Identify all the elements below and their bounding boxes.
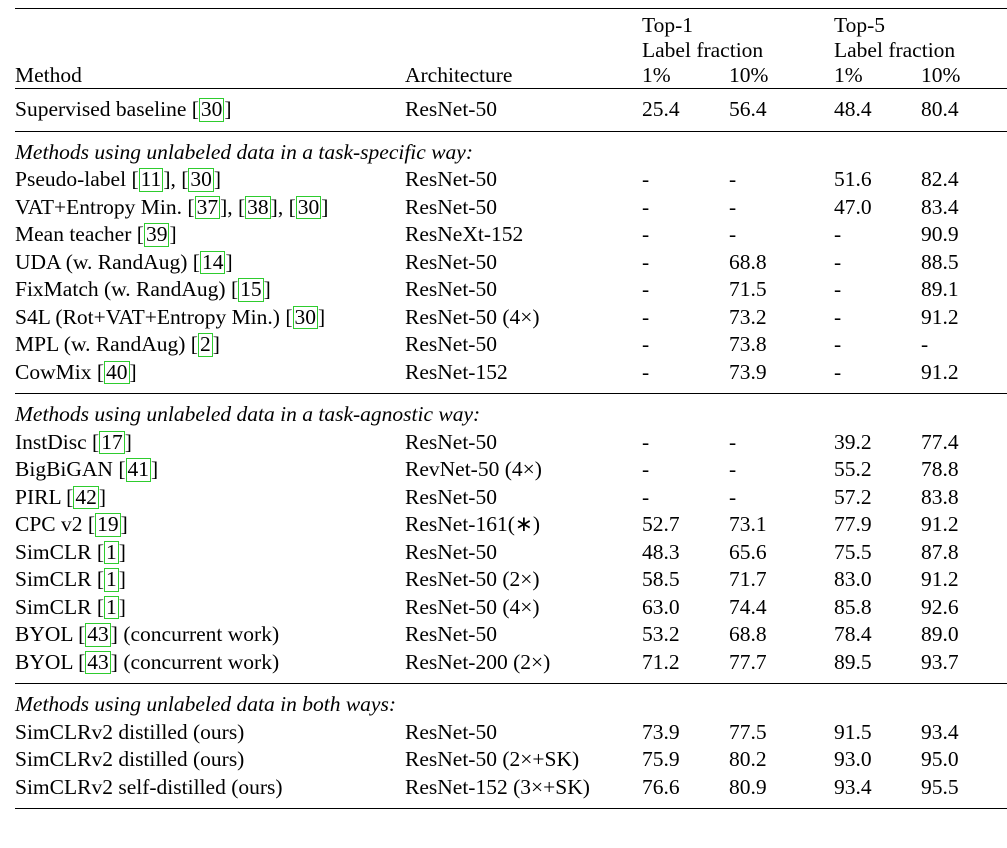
table-rule-bottom — [15, 808, 1007, 809]
table-row — [15, 221, 1007, 249]
header-top1-10pct: 10% — [729, 63, 769, 87]
citation-number[interactable]: 30 — [200, 97, 223, 121]
cell-architecture: ResNet-50 — [405, 167, 497, 191]
citation-ref[interactable]: [14] — [192, 249, 233, 274]
citation-number[interactable]: 2 — [199, 332, 211, 356]
cell-top1-1pct: - — [642, 457, 650, 481]
spacer — [15, 124, 1007, 131]
citation-ref[interactable]: [40] — [96, 359, 137, 384]
table-row — [15, 166, 1007, 194]
cell-architecture: RevNet-50 (4×) — [405, 457, 542, 481]
citation-number[interactable]: 43 — [87, 622, 109, 646]
cell-top5-1pct: 75.5 — [834, 539, 872, 564]
header-label-fraction-top1: Label fraction — [642, 38, 764, 62]
cell-top5-10pct: 91.2 — [921, 304, 959, 329]
cell-method: CowMix [40] — [15, 359, 405, 387]
cell-architecture: ResNet-152 — [405, 359, 508, 384]
citation-number[interactable]: 40 — [106, 359, 128, 384]
cell-top1-1pct: - — [642, 484, 650, 509]
cell-top5-10pct: 93.7 — [921, 649, 959, 674]
cell-top1-10pct: 73.9 — [729, 359, 767, 384]
citation-number[interactable]: 43 — [87, 649, 109, 674]
table-row — [15, 304, 1007, 332]
cell-top5-1pct: 91.5 — [834, 719, 872, 744]
citation-ref[interactable]: [17] — [92, 429, 132, 454]
cell-top5-10pct: 89.1 — [921, 277, 959, 301]
table-row — [15, 249, 1007, 277]
header-architecture: Architecture — [405, 63, 513, 87]
cell-top5-10pct: 92.6 — [921, 594, 959, 619]
citation-ref[interactable]: [30] — [288, 194, 329, 219]
header-group-top5: Top-5 — [834, 13, 886, 37]
cell-top5-10pct: - — [921, 332, 929, 356]
cell-top5-1pct: 89.5 — [834, 649, 872, 674]
cell-top1-10pct: - — [729, 457, 737, 481]
table-row — [15, 719, 1007, 747]
cell-architecture: ResNet-50 — [405, 484, 497, 509]
cell-top1-1pct: - — [642, 249, 650, 274]
cell-top5-1pct: - — [834, 332, 842, 356]
cell-method: CPC v2 [19] — [15, 511, 405, 539]
cell-top1-10pct: 73.8 — [729, 332, 767, 356]
spacer — [15, 684, 1007, 692]
section-title-row — [15, 139, 1007, 167]
cell-architecture: ResNet-50 (2×) — [405, 567, 540, 591]
cell-method: BYOL [43] (concurrent work) — [15, 621, 405, 649]
citation-ref[interactable]: [1] — [96, 594, 126, 619]
cell-top5-10pct: 80.4 — [921, 97, 959, 121]
citation-number[interactable]: 19 — [97, 512, 119, 536]
cell-architecture: ResNet-50 — [405, 539, 497, 564]
table-body — [15, 8, 1007, 809]
citation-number[interactable]: 39 — [145, 222, 168, 246]
section-title: Methods using unlabeled data in both ways: — [15, 692, 396, 716]
citation-ref[interactable]: [11] — [131, 167, 171, 191]
citation-ref[interactable]: [37] — [187, 194, 228, 219]
cell-method: MPL (w. RandAug) [2] — [15, 331, 405, 359]
cell-top5-10pct: 91.2 — [921, 512, 959, 536]
citation-number[interactable]: 14 — [201, 249, 224, 274]
citation-ref[interactable]: [30] — [181, 167, 222, 191]
cell-top5-1pct: 47.0 — [834, 194, 872, 219]
cell-top1-1pct: - — [642, 332, 650, 356]
cell-method: SimCLRv2 distilled (ours) — [15, 747, 245, 771]
citation-ref[interactable]: [39] — [136, 222, 177, 246]
cell-top1-1pct: 25.4 — [642, 97, 680, 121]
cell-top5-1pct: 77.9 — [834, 512, 872, 536]
table-row — [15, 456, 1007, 484]
cell-top5-1pct: - — [834, 222, 842, 246]
section-title: Methods using unlabeled data in a task-specific way: — [15, 139, 473, 164]
cell-method: S4L (Rot+VAT+Entropy Min.) [30] — [15, 304, 405, 332]
cell-method: UDA (w. RandAug) [14] — [15, 249, 405, 277]
results-table — [15, 8, 1007, 809]
table-row — [15, 746, 1007, 774]
cell-top1-10pct: 71.7 — [729, 567, 767, 591]
cell-top5-10pct: 88.5 — [921, 249, 959, 274]
cell-top1-10pct: 73.1 — [729, 512, 767, 536]
cell-top5-1pct: 93.4 — [834, 774, 872, 799]
header-method: Method — [15, 63, 82, 87]
table-row — [15, 429, 1007, 457]
cell-architecture: ResNet-161(∗) — [405, 512, 541, 536]
cell-top1-10pct: 77.5 — [729, 719, 767, 744]
cell-top1-1pct: 73.9 — [642, 719, 680, 744]
cell-top5-10pct: 77.4 — [921, 429, 959, 454]
cell-top1-10pct: 80.2 — [729, 747, 767, 771]
cell-top1-1pct: 71.2 — [642, 649, 680, 674]
cell-method: Pseudo-label [11], [30] — [15, 166, 405, 194]
citation-ref[interactable]: [43] — [78, 622, 118, 646]
cell-method: SimCLRv2 self-distilled (ours) — [15, 774, 283, 799]
cell-top5-10pct: 91.2 — [921, 359, 959, 384]
citation-number[interactable]: 15 — [240, 277, 262, 301]
cell-top1-10pct: - — [729, 429, 737, 454]
cell-top5-1pct: 48.4 — [834, 97, 872, 121]
cell-method: VAT+Entropy Min. [37], [38], [30] — [15, 194, 405, 222]
cell-top5-1pct: 55.2 — [834, 457, 872, 481]
cell-architecture: ResNet-50 — [405, 719, 497, 744]
citation-number[interactable]: 1 — [106, 539, 117, 564]
section-title-row — [15, 401, 1007, 429]
table-row — [15, 594, 1007, 622]
citation-number[interactable]: 30 — [294, 304, 316, 329]
cell-top5-10pct: 78.8 — [921, 457, 959, 481]
cell-top5-10pct: 87.8 — [921, 539, 959, 564]
citation-ref[interactable]: [1] — [96, 539, 126, 564]
cell-top5-10pct: 91.2 — [921, 567, 959, 591]
cell-architecture: ResNet-50 (2×+SK) — [405, 747, 580, 771]
header-group-row — [15, 13, 1007, 38]
cell-top1-10pct: 73.2 — [729, 304, 767, 329]
cell-top1-10pct: - — [729, 222, 737, 246]
cell-method: BYOL [43] (concurrent work) — [15, 649, 405, 677]
cell-top1-1pct: 76.6 — [642, 774, 680, 799]
table-row — [15, 331, 1007, 359]
citation-ref[interactable]: [42] — [66, 484, 107, 509]
cell-top1-10pct: 80.9 — [729, 774, 767, 799]
spacer — [15, 394, 1007, 402]
citation-number[interactable]: 41 — [127, 457, 150, 481]
cell-architecture: ResNet-50 — [405, 429, 497, 454]
cell-method: SimCLR [1] — [15, 594, 405, 622]
cell-top5-10pct: 90.9 — [921, 222, 959, 246]
cell-top1-10pct: 71.5 — [729, 277, 767, 301]
cell-top5-1pct: 78.4 — [834, 622, 872, 646]
section-title-row — [15, 691, 1007, 719]
cell-architecture: ResNet-50 — [405, 332, 497, 356]
citation-number[interactable]: 1 — [106, 567, 117, 591]
table-row — [15, 511, 1007, 539]
table-row — [15, 649, 1007, 677]
cell-top1-1pct: - — [642, 304, 650, 329]
cell-method: SimCLRv2 distilled (ours) — [15, 719, 245, 744]
cell-top1-10pct: - — [729, 167, 737, 191]
spacer — [15, 676, 1007, 683]
cell-top1-1pct: 48.3 — [642, 539, 680, 564]
cell-top1-1pct: 52.7 — [642, 512, 680, 536]
cell-method: FixMatch (w. RandAug) [15] — [15, 276, 405, 304]
cell-top1-10pct: 68.8 — [729, 249, 767, 274]
header-top5-1pct: 1% — [834, 63, 863, 87]
cell-top5-10pct: 83.8 — [921, 484, 959, 509]
cell-top5-1pct: 93.0 — [834, 747, 872, 771]
cell-architecture: ResNet-50 — [405, 97, 497, 121]
cell-top5-1pct: - — [834, 304, 842, 329]
citation-ref[interactable]: [30] — [285, 304, 326, 329]
table-row — [15, 621, 1007, 649]
cell-top5-1pct: 57.2 — [834, 484, 872, 509]
cell-top5-10pct: 82.4 — [921, 167, 959, 191]
table-row — [15, 96, 1007, 124]
table-row — [15, 774, 1007, 802]
cell-architecture: ResNet-50 — [405, 277, 497, 301]
section-title: Methods using unlabeled data in a task-agnostic way: — [15, 402, 481, 426]
table-row — [15, 359, 1007, 387]
table-sheet — [0, 8, 1007, 848]
citation-number[interactable]: 37 — [196, 194, 219, 219]
citation-number[interactable]: 17 — [101, 429, 123, 454]
cell-top1-10pct: 68.8 — [729, 622, 767, 646]
cell-method: BigBiGAN [41] — [15, 456, 405, 484]
cell-top5-10pct: 83.4 — [921, 194, 959, 219]
cell-top1-1pct: 53.2 — [642, 622, 680, 646]
cell-method: PIRL [42] — [15, 484, 405, 512]
table-row — [15, 539, 1007, 567]
citation-number[interactable]: 1 — [106, 594, 117, 619]
cell-top5-1pct: - — [834, 359, 842, 384]
citation-ref[interactable]: [15] — [230, 277, 271, 301]
spacer — [15, 801, 1007, 808]
cell-top1-10pct: 74.4 — [729, 594, 767, 619]
header-top5-10pct: 10% — [921, 63, 961, 87]
table-row — [15, 484, 1007, 512]
citation-number[interactable]: 30 — [190, 167, 212, 191]
cell-top5-10pct: 93.4 — [921, 719, 959, 744]
cell-architecture: ResNet-200 (2×) — [405, 649, 551, 674]
cell-top1-10pct: - — [729, 194, 737, 219]
cell-architecture: ResNet-50 (4×) — [405, 304, 540, 329]
citation-ref[interactable]: [2] — [190, 332, 220, 356]
spacer — [15, 89, 1007, 97]
cell-top1-1pct: - — [642, 359, 650, 384]
cell-top1-1pct: - — [642, 222, 650, 246]
citation-number[interactable]: 30 — [297, 194, 320, 219]
cell-architecture: ResNet-50 — [405, 622, 497, 646]
cell-top5-1pct: - — [834, 249, 842, 274]
cell-method: Mean teacher [39] — [15, 221, 405, 249]
table-row — [15, 276, 1007, 304]
header-top1-1pct: 1% — [642, 63, 671, 87]
citation-ref[interactable]: [41] — [118, 457, 159, 481]
cell-top5-10pct: 95.0 — [921, 747, 959, 771]
cell-architecture: ResNeXt-152 — [405, 222, 524, 246]
cell-architecture: ResNet-152 (3×+SK) — [405, 774, 590, 799]
cell-top1-1pct: - — [642, 429, 650, 454]
cell-top1-1pct: - — [642, 194, 650, 219]
header-group-top1: Top-1 — [642, 13, 694, 37]
header-label-fraction-top5: Label fraction — [834, 38, 956, 62]
cell-top5-1pct: 51.6 — [834, 167, 872, 191]
citation-number[interactable]: 11 — [140, 167, 162, 191]
cell-top1-1pct: 58.5 — [642, 567, 680, 591]
spacer — [15, 131, 1007, 139]
cell-top1-10pct: 56.4 — [729, 97, 767, 121]
cell-top1-10pct: - — [729, 484, 737, 509]
citation-ref[interactable]: [43] — [78, 649, 118, 674]
cell-top1-10pct: 77.7 — [729, 649, 767, 674]
cell-top5-10pct: 89.0 — [921, 622, 959, 646]
citation-number[interactable]: 38 — [247, 194, 269, 219]
cell-top5-1pct: 85.8 — [834, 594, 872, 619]
table-row — [15, 566, 1007, 594]
cell-top5-1pct: 83.0 — [834, 567, 872, 591]
cell-method: Supervised baseline [30] — [15, 96, 405, 124]
cell-top1-10pct: 65.6 — [729, 539, 767, 564]
citation-ref[interactable]: [1] — [96, 567, 126, 591]
citation-ref[interactable]: [19] — [87, 512, 128, 536]
cell-top1-1pct: 75.9 — [642, 747, 680, 771]
cell-method: SimCLR [1] — [15, 566, 405, 594]
citation-ref[interactable]: [38] — [237, 194, 278, 219]
table-row — [15, 194, 1007, 222]
cell-top5-10pct: 95.5 — [921, 774, 959, 799]
cell-architecture: ResNet-50 — [405, 249, 497, 274]
cell-top5-1pct: 39.2 — [834, 429, 872, 454]
cell-method: SimCLR [1] — [15, 539, 405, 567]
spacer — [15, 386, 1007, 393]
cell-top1-1pct: - — [642, 277, 650, 301]
citation-ref[interactable]: [30] — [191, 97, 232, 121]
citation-number[interactable]: 42 — [75, 484, 97, 509]
cell-top5-1pct: - — [834, 277, 842, 301]
cell-top1-1pct: - — [642, 167, 650, 191]
cell-architecture: ResNet-50 (4×) — [405, 594, 540, 619]
cell-architecture: ResNet-50 — [405, 194, 497, 219]
cell-method: InstDisc [17] — [15, 429, 405, 457]
cell-top1-1pct: 63.0 — [642, 594, 680, 619]
